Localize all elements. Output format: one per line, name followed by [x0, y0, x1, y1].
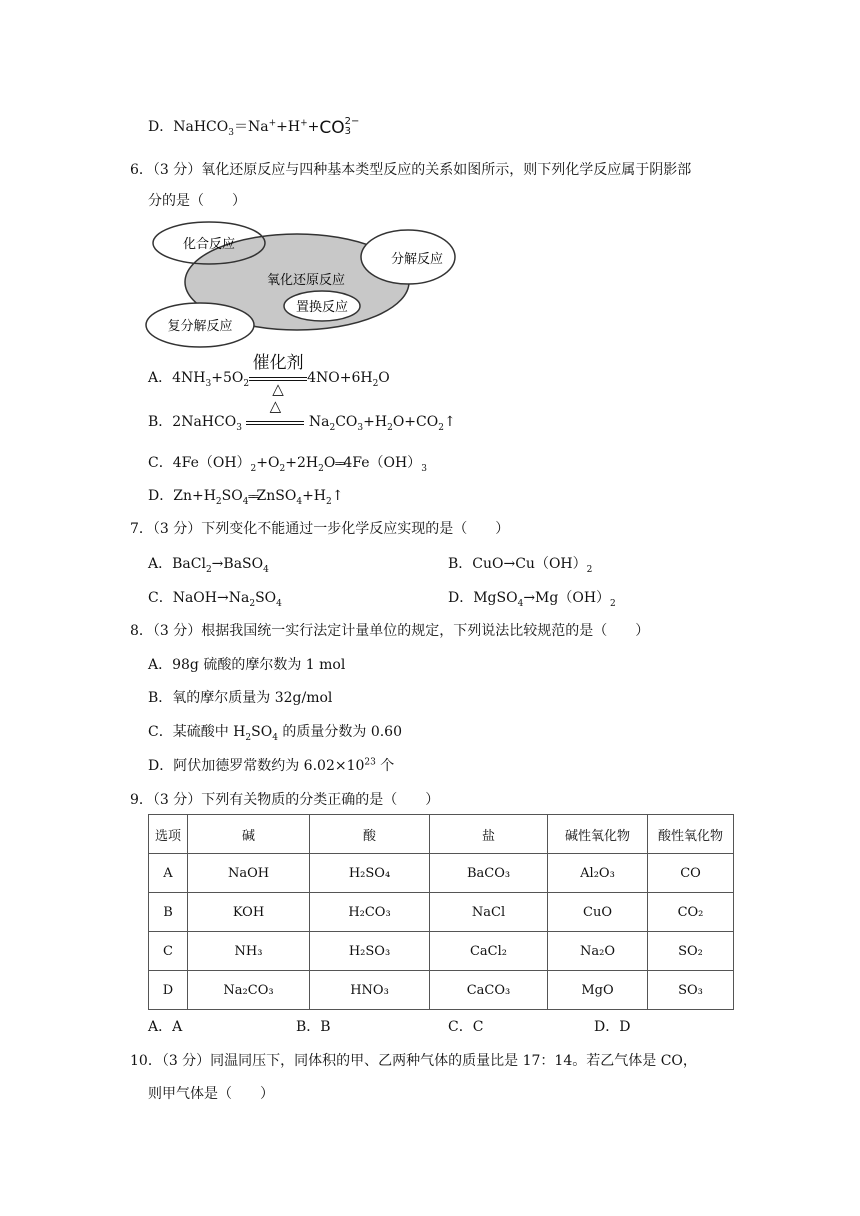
- table-row: [149, 932, 734, 971]
- combination-label: 化合反应: [182, 237, 236, 252]
- table-cell: NaCl: [430, 893, 548, 932]
- table-cell: NaOH: [188, 854, 310, 893]
- table-cell: H₂SO₄: [310, 854, 430, 893]
- table-cell: NH₃: [188, 932, 310, 971]
- table-header-cell: 选项: [149, 815, 188, 854]
- table-cell: CaCl₂: [430, 932, 548, 971]
- heat-label: △: [269, 397, 282, 415]
- table-row: [149, 854, 734, 893]
- table-cell: C: [149, 932, 188, 971]
- question-7-stem: 7．（3 分）下列变化不能通过一步化学反应实现的是（ ）: [130, 521, 510, 537]
- table-cell: H₂CO₃: [310, 893, 430, 932]
- table-cell: Al₂O₃: [548, 854, 648, 893]
- table-cell: A: [149, 854, 188, 893]
- table-row: [149, 893, 734, 932]
- table-cell: SO₃: [648, 971, 734, 1010]
- question-10-stem-line1: 10．（3 分）同温同压下，同体积的甲、乙两种气体的质量比是 17：14。若乙气体是 CO，: [130, 1053, 697, 1069]
- table-header-cell: 盐: [430, 815, 548, 854]
- q7-option-d: D．$MgSO_4\to Mg(OH)_2$: [448, 590, 616, 609]
- question-6-stem-line2: 分的是（ ）: [148, 193, 246, 209]
- table-cell: MgO: [548, 971, 648, 1010]
- reaction-venn-diagram: [145, 220, 465, 350]
- table-cell: BaCO₃: [430, 854, 548, 893]
- table-cell: SO₂: [648, 932, 734, 971]
- displacement-label: 置换反应: [295, 300, 349, 315]
- q6-option-c: C．$4Fe(OH)_2+O_2+2H_2O══4Fe(OH)_3$: [148, 455, 427, 474]
- q8-option-b: B．氧的摩尔质量为 32g/mol: [148, 690, 333, 706]
- table-header-cell: 酸性氧化物: [648, 815, 734, 854]
- question-9-stem: 9．（3 分）下列有关物质的分类正确的是（ ）: [130, 792, 440, 808]
- table-cell: HNO₃: [310, 971, 430, 1010]
- table-cell: CuO: [548, 893, 648, 932]
- redox-label: 氧化还原反应: [266, 273, 346, 288]
- table-row: [149, 971, 734, 1010]
- table-header-cell: 碱性氧化物: [548, 815, 648, 854]
- table-cell: CO: [648, 854, 734, 893]
- table-cell: Na₂O: [548, 932, 648, 971]
- heat-label: △: [272, 380, 284, 398]
- q6-option-a: A．$4NH_3+5O_2$ 催化剂 △ $4NO+6H_2O$: [148, 367, 390, 389]
- table-cell: B: [149, 893, 188, 932]
- question-6-stem-line1: 6．（3 分）氧化还原反应与四种基本类型反应的关系如图所示，则下列化学反应属于阴影部: [130, 162, 692, 178]
- q6-option-b: B．2NaHCO$_3$ △ $Na_2CO_3+H_2O+CO_2↑$: [148, 397, 456, 433]
- q9-option-b: B．B: [296, 1019, 331, 1035]
- table-header-row: [149, 815, 734, 854]
- q7-option-a: A．BaCl$_2$→BaSO$_4$: [148, 556, 269, 575]
- table-cell: Na₂CO₃: [188, 971, 310, 1010]
- question-8-stem: 8．（3 分）根据我国统一实行法定计量单位的规定，下列说法比较规范的是（ ）: [130, 623, 650, 639]
- decomposition-label: 分解反应: [390, 252, 444, 267]
- question-10-stem-line2: 则甲气体是（ ）: [148, 1086, 274, 1102]
- classification-table: [148, 814, 734, 1010]
- q7-option-c: C．$NaOH\to Na_2SO_4$: [148, 590, 282, 609]
- double-decomposition-label: 复分解反应: [167, 319, 233, 334]
- table-cell: D: [149, 971, 188, 1010]
- q8-option-c: C．某硫酸中 $H_2SO_4$ 的质量分数为 0.60: [148, 724, 402, 743]
- table-cell: CaCO₃: [430, 971, 548, 1010]
- table-cell: CO₂: [648, 893, 734, 932]
- q9-option-c: C．C: [448, 1019, 484, 1035]
- catalyst-label: 催化剂: [252, 353, 304, 373]
- q5-option-d: D．NaHCO$_3$＝Na++H++CO 2− 3: [148, 116, 360, 138]
- q8-option-a: A．98g 硫酸的摩尔数为 1 mol: [148, 657, 346, 673]
- q8-option-d: D．阿伏加德罗常数约为 $6.02\times 10^{23}$ 个: [148, 757, 395, 774]
- table-cell: KOH: [188, 893, 310, 932]
- q6-option-d: D．$Zn+H_2SO_4══ZnSO_4+H_2↑$: [148, 488, 344, 507]
- table-cell: H₂SO₃: [310, 932, 430, 971]
- table-header-cell: 酸: [310, 815, 430, 854]
- q9-option-a: A．A: [148, 1019, 183, 1035]
- q7-option-b: B．$CuO\to Cu(OH)_2$: [448, 556, 593, 575]
- q9-option-d: D．D: [594, 1019, 631, 1035]
- table-header-cell: 碱: [188, 815, 310, 854]
